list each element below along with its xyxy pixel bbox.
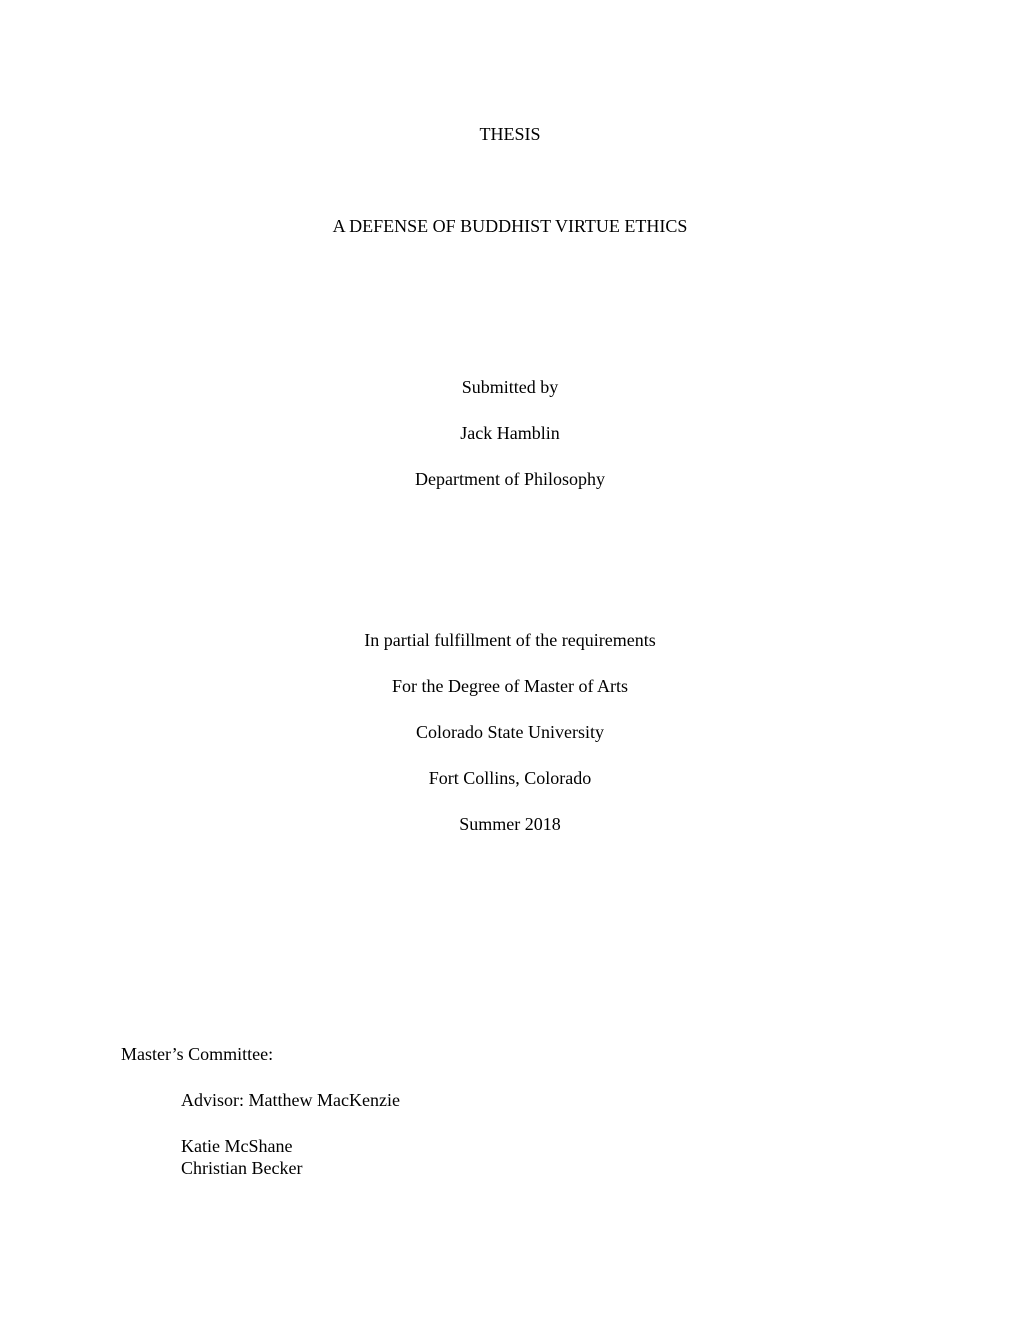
department-name: Department of Philosophy bbox=[415, 469, 605, 489]
university-name: Colorado State University bbox=[416, 722, 604, 742]
committee-member: Christian Becker bbox=[181, 1158, 303, 1178]
submission-term: Summer 2018 bbox=[459, 814, 561, 834]
thesis-title: A DEFENSE OF BUDDHIST VIRTUE ETHICS bbox=[332, 216, 688, 236]
degree-statement: For the Degree of Master of Arts bbox=[392, 676, 628, 696]
document-type-label: THESIS bbox=[479, 124, 541, 144]
committee-member: Katie McShane bbox=[181, 1136, 293, 1156]
submitted-by-text: Submitted by bbox=[461, 377, 559, 397]
committee-heading: Master’s Committee: bbox=[121, 1044, 274, 1064]
fulfillment-statement: In partial fulfillment of the requirements bbox=[364, 630, 656, 650]
university-location: Fort Collins, Colorado bbox=[428, 768, 592, 788]
committee-advisor: Advisor: Matthew MacKenzie bbox=[181, 1090, 400, 1110]
author-name: Jack Hamblin bbox=[460, 423, 560, 443]
